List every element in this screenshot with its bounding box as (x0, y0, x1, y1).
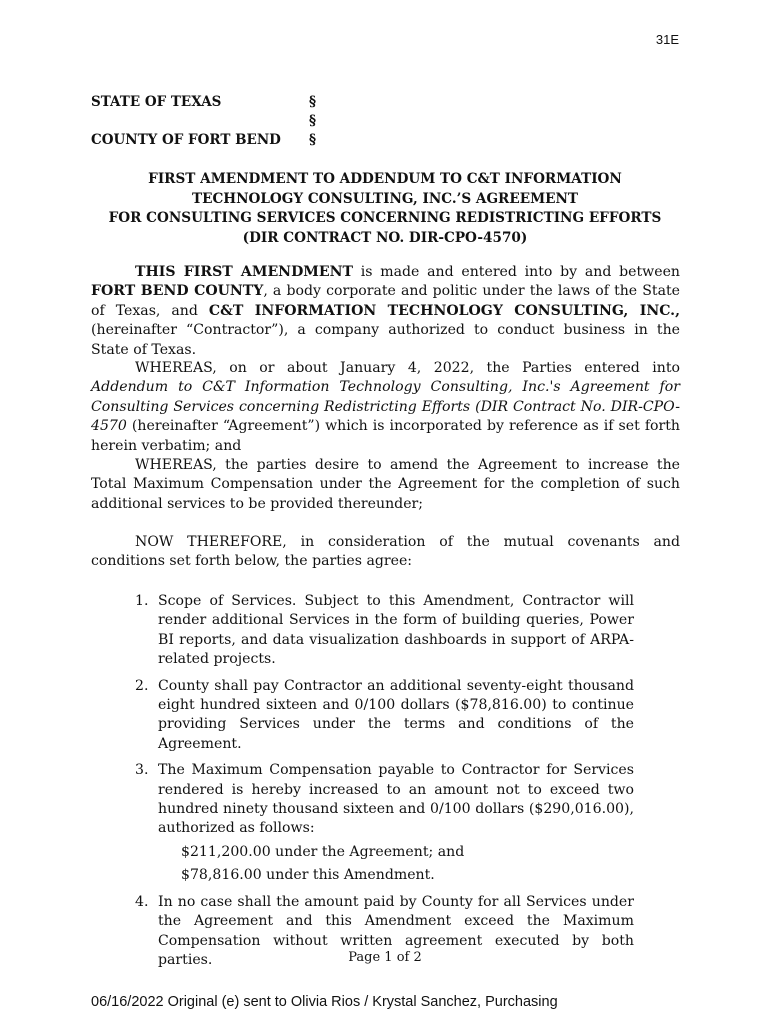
party-contractor: C&T INFORMATION TECHNOLOGY CONSULTING, INC., (208, 302, 680, 319)
footer-note: 06/16/2022 Original (e) sent to Olivia Rios / Krystal Sanchez, Purchasing (91, 994, 558, 1010)
party-county: FORT BEND COUNTY (91, 283, 264, 300)
section-symbol: § (309, 132, 317, 148)
title-line: FIRST AMENDMENT TO ADDENDUM TO C&T INFORMATION (148, 171, 622, 187)
list-item (135, 677, 634, 755)
page-number: Page 1 of 2 (348, 950, 422, 965)
item-number: 2. (135, 677, 149, 694)
title-line: TECHNOLOGY CONSULTING, INC.’S AGREEMENT (191, 190, 579, 207)
item-text: In no case shall the amount paid by County for all Services under the Agreement and this Amendment exceed the Maximum Compensation without written agreement executed by both parties. (158, 893, 634, 968)
intro-text: (hereinafter “Contractor”), a company authorized to conduct business in the State of Texas. (91, 322, 680, 358)
section-symbol: § (309, 94, 317, 110)
breakdown-line: $211,200.00 under the Agreement; and (181, 843, 465, 860)
caption-county: COUNTY OF FORT BEND (91, 132, 281, 148)
intro-lead: THIS FIRST AMENDMENT (135, 264, 354, 280)
item-text: Scope of Services. Subject to this Amendment, Contractor will render additional Services in the form of building queries, Power BI reports, and data visualization dashboards in support of ARPA-related projects. (158, 593, 634, 668)
item-text: County shall pay Contractor an additional seventy-eight thousand eight hundred sixteen and 0/100 dollars ($78,816.00) to continue providing Services under the terms and conditions of the Agreement. (158, 677, 634, 752)
item-number: 1. (135, 593, 149, 609)
item-number: 3. (135, 762, 149, 779)
whereas-text: WHEREAS, on or about January 4, 2022, the Parties entered into (135, 360, 680, 376)
whereas-paragraph-1 (91, 359, 680, 456)
caption-state: STATE OF TEXAS (91, 94, 222, 110)
title-line: (DIR CONTRACT NO. DIR-CPO-4570) (242, 229, 528, 246)
compensation-breakdown (158, 843, 634, 886)
title-line: FOR CONSULTING SERVICES CONCERNING REDISTRICTING EFFORTS (108, 210, 662, 226)
list-item (135, 592, 634, 670)
section-symbol: § (309, 113, 317, 129)
whereas-paragraph-2 (91, 456, 680, 514)
now-therefore-text: NOW THEREFORE, in consideration of the mutual covenants and conditions set forth below, the parties agree: (91, 534, 680, 570)
intro-text: is made and entered into by and between (353, 264, 680, 280)
whereas-text: WHEREAS, the parties desire to amend the Agreement to increase the Total Maximum Compensation under the Agreement for the completion of such additional services to be provided thereunder; (91, 457, 680, 512)
breakdown-line: $78,816.00 under this Amendment. (181, 867, 435, 884)
document-title (60, 170, 710, 248)
terms-list (135, 592, 634, 977)
list-item (135, 761, 634, 885)
document-tag: 31E (655, 32, 679, 47)
intro-text: , a body corporate and politic under the laws of the State of Texas, and (91, 283, 680, 319)
item-number: 4. (135, 893, 149, 910)
intro-paragraph (91, 263, 680, 360)
now-therefore-paragraph (91, 533, 680, 572)
item-text: The Maximum Compensation payable to Contractor for Services rendered is hereby increased to an amount not to exceed two hundred ninety thousand sixteen and 0/100 dollars ($290,016.00), authorized as follows: (158, 762, 634, 837)
agreement-title: Addendum to C&T Information Technology Consulting, Inc.'s Agreement for Consulting Services concerning Redistricting Efforts (DIR Contract No. DIR-CPO-4570 (91, 379, 680, 435)
whereas-text: (hereinafter “Agreement”) which is incorporated by reference as if set forth herein verbatim; and (91, 418, 680, 454)
